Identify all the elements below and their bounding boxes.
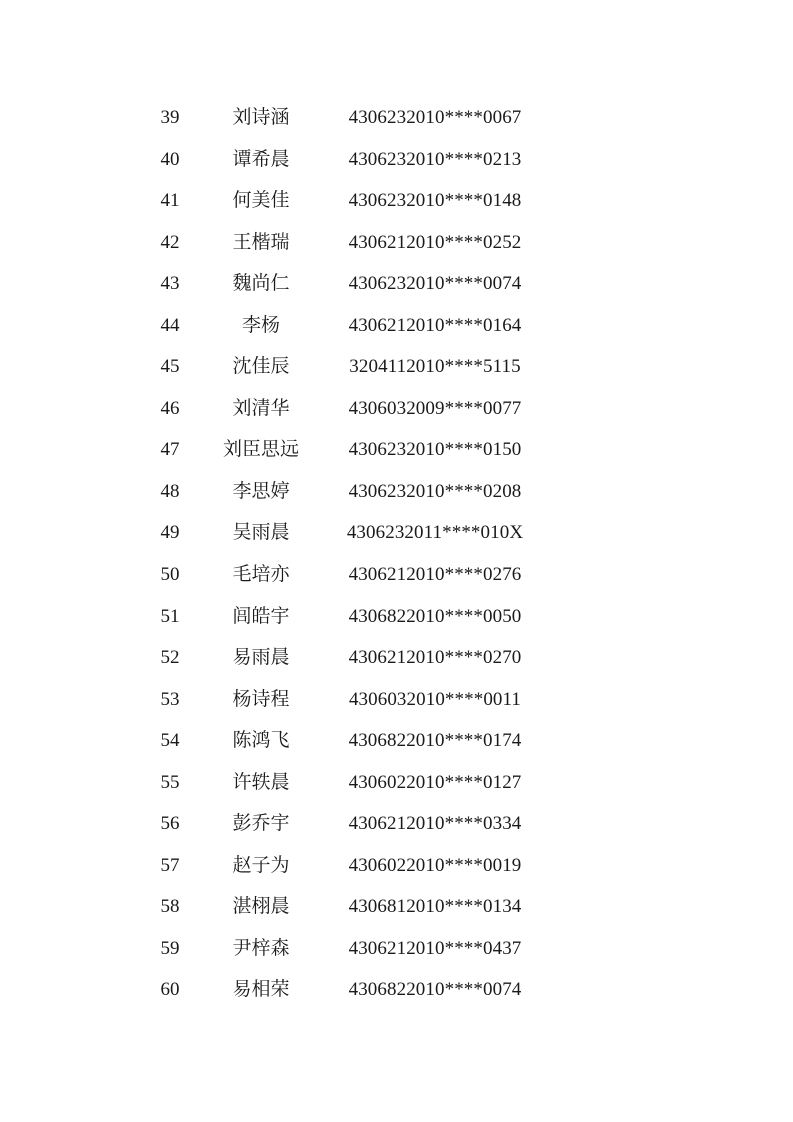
id-number: 4306822010****0174 xyxy=(348,730,522,752)
student-name: 许轶晨 xyxy=(232,771,290,793)
id-number: 4306032010****0011 xyxy=(348,688,522,710)
student-name: 李思婷 xyxy=(232,480,290,502)
student-name: 彭乔宇 xyxy=(232,813,290,835)
table-row xyxy=(130,845,560,887)
table-row xyxy=(130,97,560,139)
id-number: 4306212010****0164 xyxy=(348,314,522,336)
table-row xyxy=(130,346,560,388)
student-name: 李杨 xyxy=(241,314,280,336)
table-row xyxy=(130,886,560,928)
row-number: 42 xyxy=(160,231,180,253)
id-number: 3204112010****5115 xyxy=(349,356,521,378)
id-number: 4306212010****0252 xyxy=(348,231,522,253)
id-number: 4306232010****0213 xyxy=(348,148,522,170)
id-number: 4306232010****0208 xyxy=(348,480,522,502)
student-name: 易雨晨 xyxy=(232,647,290,669)
id-number: 4306212010****0276 xyxy=(348,564,522,586)
row-number: 40 xyxy=(160,148,180,170)
table-row xyxy=(130,222,560,264)
row-number: 59 xyxy=(160,937,180,959)
table-row xyxy=(130,803,560,845)
id-number: 4306232011****010X xyxy=(346,522,524,544)
row-number: 52 xyxy=(160,647,180,669)
row-number: 54 xyxy=(160,730,180,752)
student-name: 谭希晨 xyxy=(232,148,290,170)
student-name: 王楷瑞 xyxy=(232,231,290,253)
id-number: 4306032009****0077 xyxy=(348,397,522,419)
student-name: 陈鸿飞 xyxy=(232,730,290,752)
table-row xyxy=(130,180,560,222)
row-number: 41 xyxy=(160,190,180,212)
student-name: 何美佳 xyxy=(232,190,290,212)
id-number: 4306232010****0074 xyxy=(348,273,522,295)
table-row xyxy=(130,139,560,181)
table-row xyxy=(130,305,560,347)
table-row xyxy=(130,596,560,638)
table-row xyxy=(130,471,560,513)
row-number: 53 xyxy=(160,688,180,710)
table-row xyxy=(130,554,560,596)
row-number: 44 xyxy=(160,314,180,336)
student-name: 刘臣思远 xyxy=(222,439,299,461)
row-number: 60 xyxy=(160,979,180,1001)
row-number: 50 xyxy=(160,564,180,586)
row-number: 45 xyxy=(160,356,180,378)
student-name: 尹梓森 xyxy=(232,937,290,959)
student-name: 刘清华 xyxy=(232,397,290,419)
id-number: 4306022010****0127 xyxy=(348,771,522,793)
student-name: 湛栩晨 xyxy=(232,896,290,918)
student-name: 吴雨晨 xyxy=(232,522,290,544)
table-row xyxy=(130,263,560,305)
id-number: 4306812010****0134 xyxy=(348,896,522,918)
id-number: 4306022010****0019 xyxy=(348,854,522,876)
table-row xyxy=(130,762,560,804)
student-roster xyxy=(130,97,560,1011)
id-number: 4306822010****0074 xyxy=(348,979,522,1001)
row-number: 47 xyxy=(160,439,180,461)
student-name: 易相荣 xyxy=(232,979,290,1001)
id-number: 4306232010****0150 xyxy=(348,439,522,461)
id-number: 4306232010****0148 xyxy=(348,190,522,212)
student-name: 杨诗程 xyxy=(232,688,290,710)
row-number: 43 xyxy=(160,273,180,295)
student-name: 毛培亦 xyxy=(232,564,290,586)
id-number: 4306212010****0437 xyxy=(348,937,522,959)
table-row xyxy=(130,679,560,721)
student-name: 闾皓宇 xyxy=(232,605,290,627)
row-number: 57 xyxy=(160,854,180,876)
row-number: 56 xyxy=(160,813,180,835)
student-name: 赵子为 xyxy=(232,854,290,876)
row-number: 51 xyxy=(160,605,180,627)
row-number: 58 xyxy=(160,896,180,918)
row-number: 49 xyxy=(160,522,180,544)
table-row xyxy=(130,388,560,430)
row-number: 48 xyxy=(160,480,180,502)
student-name: 魏尚仁 xyxy=(232,273,290,295)
table-row xyxy=(130,928,560,970)
id-number: 4306212010****0270 xyxy=(348,647,522,669)
student-name: 刘诗涵 xyxy=(232,107,290,128)
table-row xyxy=(130,720,560,762)
table-row xyxy=(130,512,560,554)
row-number: 46 xyxy=(160,397,180,419)
table-row xyxy=(130,429,560,471)
id-number: 4306212010****0334 xyxy=(348,813,522,835)
student-name: 沈佳辰 xyxy=(232,356,290,378)
table-row xyxy=(130,637,560,679)
row-number: 39 xyxy=(160,107,180,128)
table-row xyxy=(130,969,560,1011)
row-number: 55 xyxy=(160,771,180,793)
id-number: 4306822010****0050 xyxy=(348,605,522,627)
id-number: 4306232010****0067 xyxy=(348,107,522,128)
